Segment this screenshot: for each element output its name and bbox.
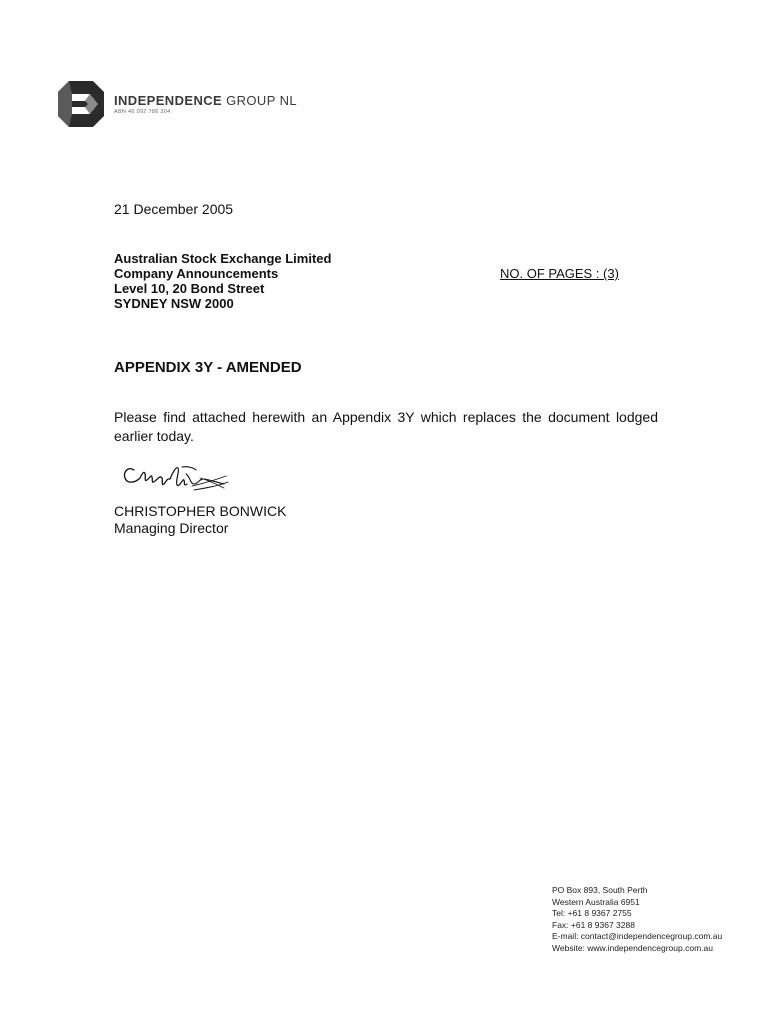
recipient-line: Company Announcements — [114, 266, 279, 281]
recipient-line: Level 10, 20 Bond Street — [114, 281, 265, 296]
footer-line: Fax: +61 8 9367 3288 — [552, 919, 635, 930]
letter-body: Please find attached herewith an Appendix 3Y which replaces the document lodged earlier today. — [114, 409, 658, 444]
footer-line: Western Australia 6951 — [552, 896, 640, 907]
letter-date: 21 December 2005 — [114, 201, 234, 217]
footer-line: PO Box 893, South Perth — [552, 885, 648, 895]
company-logo-icon — [58, 81, 104, 127]
signatory-title: Managing Director — [114, 520, 229, 536]
recipient-line: Australian Stock Exchange Limited — [114, 251, 332, 266]
footer-line: Tel: +61 8 9367 2755 — [552, 908, 632, 919]
recipient-line: SYDNEY NSW 2000 — [114, 296, 234, 311]
footer-line: E-mail: contact@independencegroup.com.au — [552, 931, 723, 942]
letterhead — [58, 81, 318, 127]
letter-heading: APPENDIX 3Y - AMENDED — [114, 359, 302, 376]
company-name-secondary: GROUP NL — [222, 93, 297, 108]
footer-line: Website: www.independencegroup.com.au — [552, 942, 713, 953]
number-of-pages: NO. OF PAGES : (3) — [500, 266, 619, 281]
signature-image — [120, 460, 230, 498]
footer-contact-details — [552, 885, 722, 955]
company-name-primary: INDEPENDENCE — [114, 93, 223, 108]
company-abn: ABN 46 092 786 304 — [114, 109, 171, 115]
signatory-block — [114, 503, 286, 537]
company-name — [114, 93, 297, 108]
recipient-address — [114, 251, 331, 311]
signatory-name: CHRISTOPHER BONWICK — [114, 503, 287, 519]
